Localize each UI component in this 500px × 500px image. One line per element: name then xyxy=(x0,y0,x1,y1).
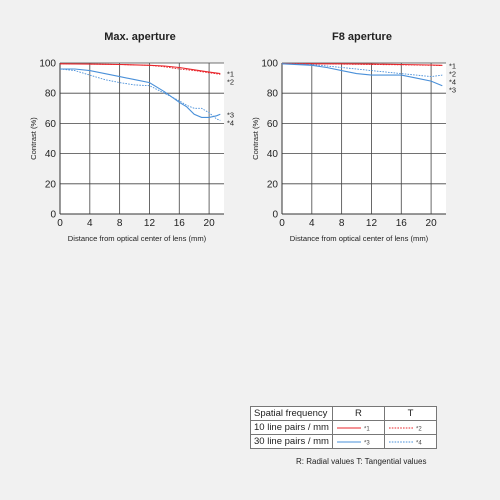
legend-mark-label: *3 xyxy=(363,440,370,447)
x-tick-label: 16 xyxy=(173,218,185,229)
x-tick-label: 4 xyxy=(309,218,315,229)
legend-note: R: Radial values T: Tangential values xyxy=(296,457,427,466)
x-tick-label: 12 xyxy=(365,218,378,229)
x-axis-label: Distance from optical center of lens (mm) xyxy=(289,234,429,243)
series-end-label: *2 xyxy=(449,69,457,79)
y-tick-label: 0 xyxy=(50,209,56,221)
legend-row-label: 30 line pairs / mm xyxy=(251,435,333,449)
legend-header-r: R xyxy=(332,407,384,421)
y-tick-label: 60 xyxy=(44,118,56,130)
x-tick-label: 20 xyxy=(203,218,215,229)
legend-mark-r xyxy=(332,435,384,449)
x-tick-label: 8 xyxy=(116,218,123,229)
y-tick-label: 80 xyxy=(266,88,278,100)
legend-mark-label: *4 xyxy=(415,440,422,447)
legend-row-label: 10 line pairs / mm xyxy=(251,421,333,435)
x-axis-label: Distance from optical center of lens (mm) xyxy=(67,234,207,243)
series-end-label: *1 xyxy=(449,61,457,71)
series-end-label: *3 xyxy=(449,85,457,95)
y-tick-label: 40 xyxy=(266,149,278,161)
y-tick-label: 60 xyxy=(266,118,278,130)
y-tick-label: 40 xyxy=(44,149,56,161)
legend-mark-r xyxy=(332,421,384,435)
y-tick-label: 20 xyxy=(44,179,56,191)
legend-mark-t xyxy=(384,435,436,449)
y-tick-label: 80 xyxy=(44,88,56,100)
x-tick-label: 20 xyxy=(425,218,437,229)
x-tick-label: 12 xyxy=(143,218,156,229)
y-axis-label: Contrast (%) xyxy=(29,117,38,160)
series-end-label: *3 xyxy=(227,110,235,120)
legend-mark-label: *2 xyxy=(415,426,422,433)
y-axis-label: Contrast (%) xyxy=(251,117,260,160)
x-tick-label: 16 xyxy=(395,218,407,229)
y-tick-label: 20 xyxy=(266,179,278,191)
y-tick-label: 0 xyxy=(272,209,278,221)
chart-title: F8 aperture xyxy=(332,31,392,43)
series-end-label: *4 xyxy=(227,118,235,128)
legend-table xyxy=(250,406,437,449)
legend-mark-t xyxy=(384,421,436,435)
legend-mark-label: *1 xyxy=(363,426,370,433)
y-tick-label: 100 xyxy=(261,58,278,70)
legend-header-t: T xyxy=(384,407,436,421)
x-tick-label: 0 xyxy=(279,218,285,229)
y-tick-label: 100 xyxy=(39,58,56,70)
chart-title: Max. aperture xyxy=(104,31,176,43)
legend-header-label: Spatial frequency xyxy=(251,407,333,421)
x-tick-label: 4 xyxy=(87,218,93,229)
x-tick-label: 8 xyxy=(338,218,345,229)
x-tick-label: 0 xyxy=(57,218,63,229)
series-end-label: *2 xyxy=(227,77,235,87)
plot-area xyxy=(282,63,446,214)
series-end-label: *1 xyxy=(227,69,235,79)
series-end-label: *4 xyxy=(449,77,457,87)
